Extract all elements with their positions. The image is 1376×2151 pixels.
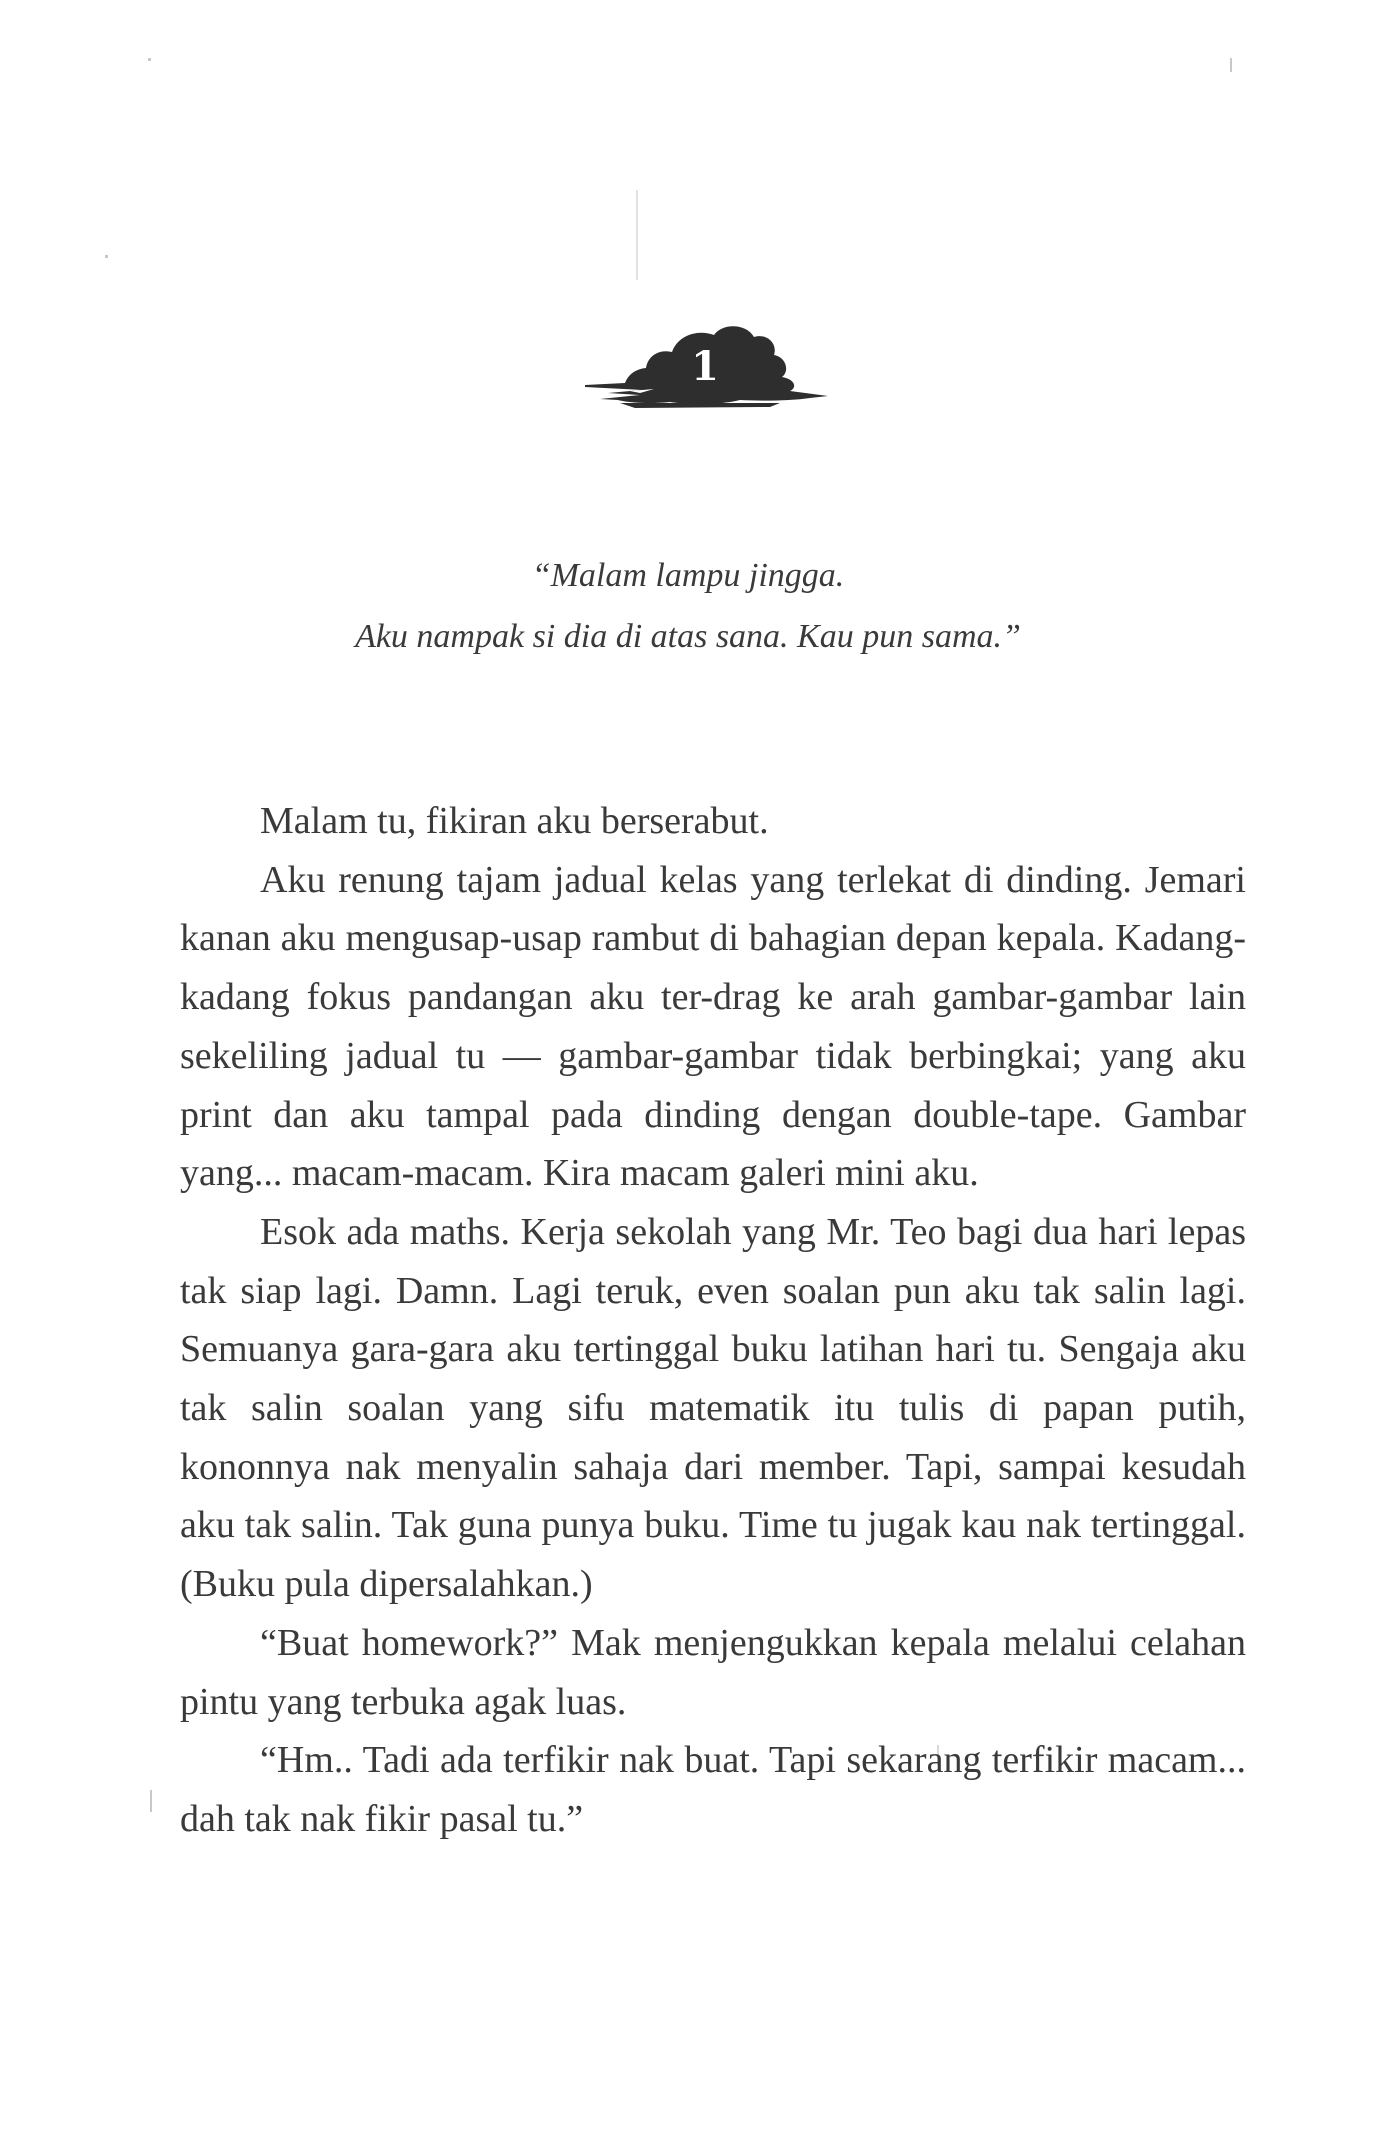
page-speck xyxy=(148,58,151,61)
page-speck xyxy=(636,190,638,280)
paragraph: Aku renung tajam jadual kelas yang terlekat di dinding. Jemari kanan aku mengusap-usap rambut di bahagian depan kepala. Kadang-kadang fokus pandangan aku ter-drag ke arah gambar-gambar lain sekeliling jadual tu — gambar-gambar tidak berbingkai; yang aku print dan aku tampal pada dinding dengan double-tape. Gambar yang... macam-macam. Kira macam galeri mini aku. xyxy=(180,858,1246,1195)
paragraph: Esok ada maths. Kerja sekolah yang Mr. Teo bagi dua hari lepas tak siap lagi. Damn. Lagi teruk, even soalan pun aku tak salin lagi. Semuanya gara-gara aku tertinggal buku latihan hari tu. Sengaja aku tak salin soalan yang sifu matematik itu tulis di papan putih, kononnya nak menyalin sahaja dari member. Tapi, sampai kesudah aku tak salin. Tak guna punya buku. Time tu jugak kau nak tertinggal. (Buku pula dipersalahkan.) xyxy=(180,1210,1246,1606)
epigraph-line: Aku nampak si dia di atas sana. Kau pun sama.” xyxy=(355,618,1021,655)
epigraph xyxy=(180,545,1196,667)
chapter-number: 1 xyxy=(691,343,719,390)
page-speck xyxy=(105,255,108,258)
chapter-body xyxy=(180,792,1246,1849)
chapter-heading xyxy=(580,305,830,430)
page-speck xyxy=(150,1790,152,1812)
paragraph: “Hm.. Tadi ada terfikir nak buat. Tapi sekarang terfikir macam... dah tak nak fikir pasal tu.” xyxy=(180,1739,1246,1840)
paragraph: Malam tu, fikiran aku berserabut. xyxy=(260,800,769,842)
paragraph: “Buat homework?” Mak menjengukkan kepala melalui celahan pintu yang terbuka agak luas. xyxy=(180,1621,1246,1723)
epigraph-line: “Malam lampu jingga. xyxy=(531,557,845,594)
page-speck xyxy=(1230,58,1232,72)
